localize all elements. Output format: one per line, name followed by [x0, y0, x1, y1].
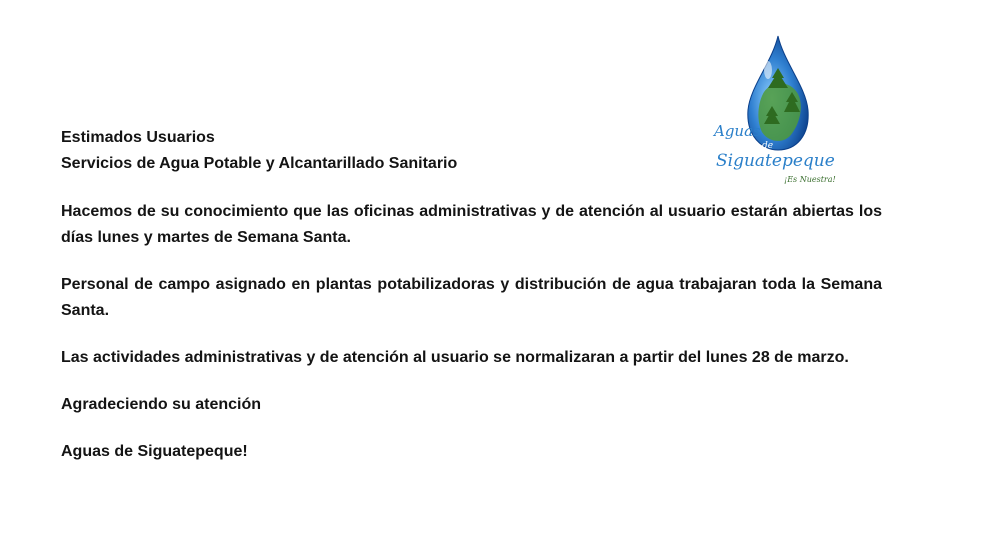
logo-text-siguatepeque: Siguatepeque [716, 151, 835, 171]
recipient-line: Servicios de Agua Potable y Alcantarillado Sanitario [61, 155, 458, 172]
salutation: Estimados Usuarios [61, 129, 215, 146]
letter-body [61, 125, 882, 486]
paragraph-normalization: Las actividades administrativas y de atención al usuario se normalizaran a partir del lunes 28 de marzo. [61, 349, 849, 366]
signature-line: Aguas de Siguatepeque! [61, 443, 248, 460]
greeting-block [61, 125, 882, 177]
paragraph-field-staff: Personal de campo asignado en plantas potabilizadoras y distribución de agua trabajaran toda la Semana Santa. [61, 276, 882, 319]
logo-text-de: de [762, 141, 774, 151]
logo-tagline: ¡Es Nuestra! [784, 175, 836, 184]
logo-text-aguas: Aguas [714, 122, 761, 140]
closing-line: Agradeciendo su atención [61, 396, 262, 413]
paragraph-offices-open: Hacemos de su conocimiento que las oficinas administrativas y de atención al usuario estarán abiertas los días lunes y martes de Semana Santa. [61, 203, 882, 246]
